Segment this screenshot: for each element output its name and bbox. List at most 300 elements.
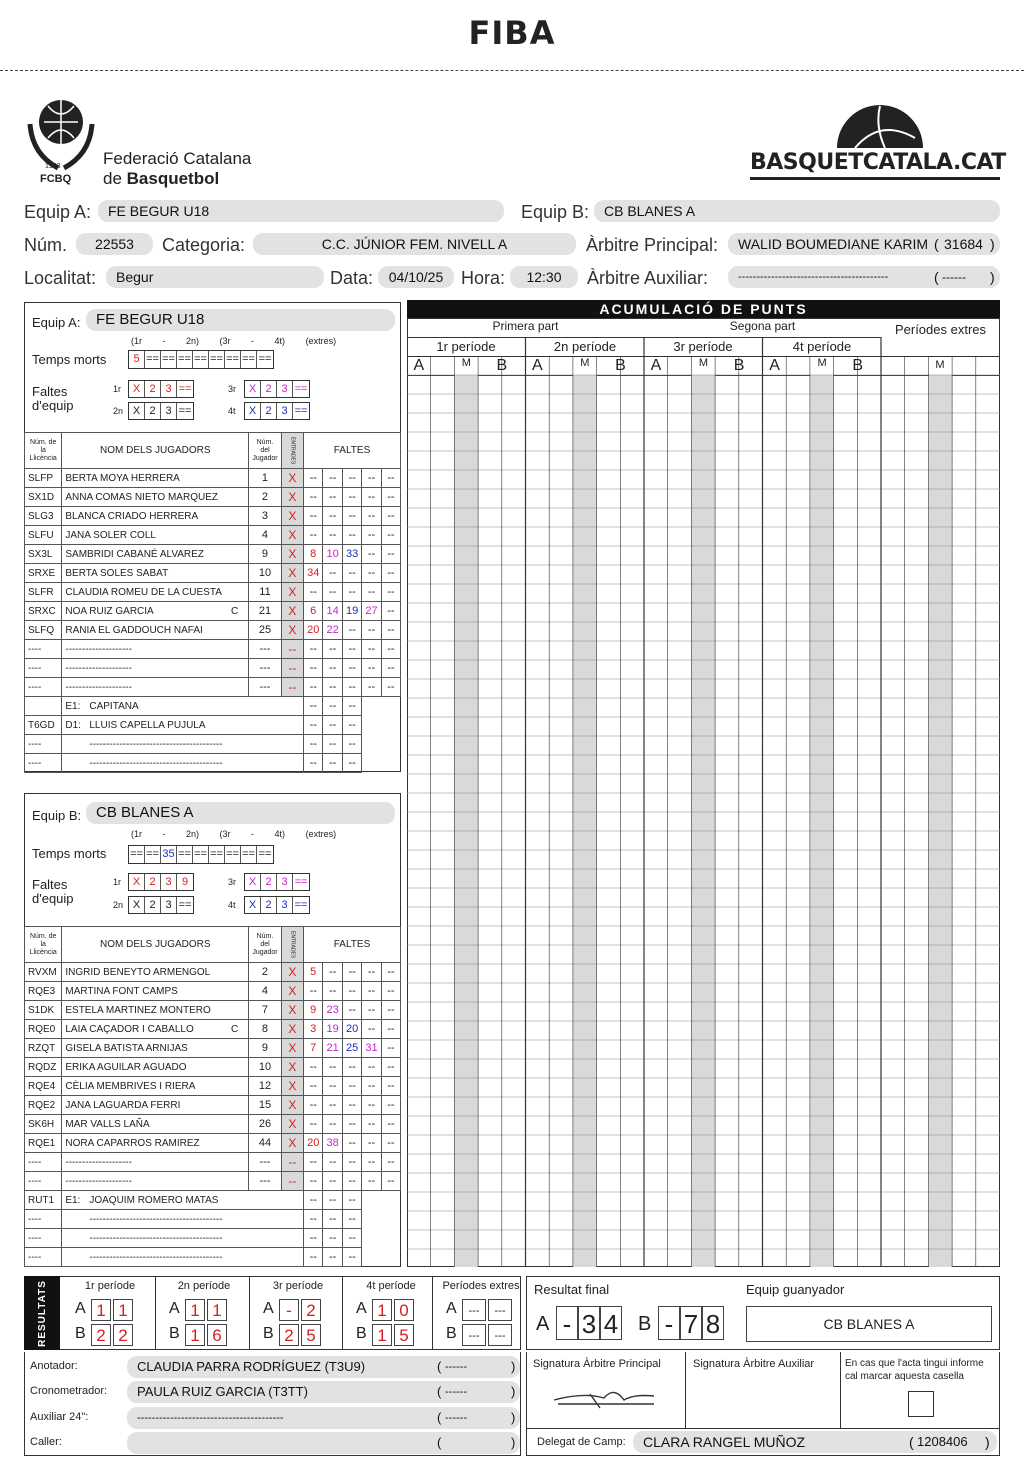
player-entry[interactable]: X xyxy=(281,1077,303,1096)
staff-foul[interactable]: -- xyxy=(304,1229,323,1248)
player-foul[interactable]: 31 xyxy=(362,1039,381,1058)
player-foul[interactable]: -- xyxy=(342,469,361,488)
player-name: MAR VALLS LAÑA xyxy=(65,1118,150,1130)
player-row xyxy=(25,1001,401,1020)
staff-foul[interactable]: -- xyxy=(304,735,323,754)
player-foul[interactable]: -- xyxy=(381,1039,400,1058)
player-foul[interactable]: -- xyxy=(323,507,342,526)
res-a-digit[interactable]: 1 xyxy=(91,1299,111,1321)
res-b-digit[interactable]: 6 xyxy=(207,1324,227,1346)
player-foul[interactable]: -- xyxy=(381,602,400,621)
staff-foul[interactable]: -- xyxy=(323,1229,342,1248)
player-foul[interactable]: -- xyxy=(342,507,361,526)
player-foul[interactable]: -- xyxy=(342,1115,361,1134)
res-a-digit[interactable]: 1 xyxy=(113,1299,133,1321)
player-lic: SLFQ xyxy=(25,621,62,640)
player-entry[interactable]: X xyxy=(281,963,303,982)
res-b-digit[interactable]: 2 xyxy=(91,1324,111,1346)
tm-box[interactable]: 35 xyxy=(161,846,177,863)
player-foul[interactable]: -- xyxy=(304,678,323,697)
foul-box[interactable]: == xyxy=(294,383,308,395)
player-entry[interactable]: -- xyxy=(281,659,303,678)
player-foul[interactable]: -- xyxy=(381,1058,400,1077)
tm-box[interactable]: == xyxy=(177,846,193,863)
report-checkbox[interactable] xyxy=(908,1391,934,1417)
foul-box[interactable]: == xyxy=(294,899,308,911)
player-entry[interactable]: X xyxy=(281,1039,303,1058)
player-entry[interactable]: X xyxy=(281,545,303,564)
equip-b-field[interactable]: CB BLANES A xyxy=(594,200,1000,222)
player-foul[interactable]: 34 xyxy=(304,564,323,583)
player-entry[interactable]: X xyxy=(281,583,303,602)
res-a-digit[interactable]: --- xyxy=(462,1299,486,1321)
res-divider xyxy=(155,1276,156,1350)
data-field[interactable]: 04/10/25 xyxy=(378,266,454,288)
federation-name xyxy=(103,149,251,189)
player-foul[interactable]: -- xyxy=(323,564,342,583)
foul-box[interactable]: 2 xyxy=(145,874,161,890)
acum-col-letter: A xyxy=(769,357,780,374)
player-foul[interactable]: -- xyxy=(381,1134,400,1153)
player-entry[interactable]: X xyxy=(281,1134,303,1153)
staff-foul[interactable]: -- xyxy=(304,1210,323,1229)
player-foul[interactable]: -- xyxy=(362,678,381,697)
staff-role: E1: xyxy=(65,700,81,712)
player-foul[interactable]: -- xyxy=(304,1077,323,1096)
staff-lic: ---- xyxy=(25,754,62,773)
player-lic: ---- xyxy=(25,659,62,678)
staff-foul[interactable]: -- xyxy=(323,735,342,754)
staff-foul[interactable]: -- xyxy=(323,697,342,716)
foul-box[interactable]: 9 xyxy=(181,876,189,888)
player-foul[interactable]: -- xyxy=(362,982,381,1001)
player-foul[interactable]: -- xyxy=(323,526,342,545)
player-foul[interactable]: 20 xyxy=(342,1020,361,1039)
player-name: -------------------- xyxy=(65,643,132,655)
foul-box[interactable]: 2 xyxy=(145,381,161,397)
foul-box[interactable]: == xyxy=(178,405,192,417)
player-foul[interactable]: -- xyxy=(381,1115,400,1134)
player-foul[interactable]: -- xyxy=(342,564,361,583)
player-foul[interactable]: -- xyxy=(342,1058,361,1077)
foul-box[interactable]: 3 xyxy=(161,897,177,913)
foul-box[interactable]: X xyxy=(129,897,145,913)
staff-foul[interactable]: -- xyxy=(323,716,342,735)
player-foul[interactable]: 38 xyxy=(323,1134,342,1153)
staff-foul[interactable]: -- xyxy=(323,1191,342,1210)
res-divider xyxy=(249,1276,250,1350)
staff-foul[interactable]: -- xyxy=(304,1191,323,1210)
foul-box[interactable]: X xyxy=(129,403,145,419)
player-entry[interactable]: X xyxy=(281,488,303,507)
player-foul[interactable]: 9 xyxy=(304,1001,323,1020)
player-foul[interactable]: -- xyxy=(304,507,323,526)
foul-box[interactable]: 2 xyxy=(145,403,161,419)
player-foul[interactable]: -- xyxy=(342,678,361,697)
player-foul[interactable]: -- xyxy=(323,678,342,697)
player-foul[interactable]: -- xyxy=(362,507,381,526)
foul-box[interactable]: 3 xyxy=(161,403,177,419)
acum-col-letter: M xyxy=(698,357,709,369)
player-foul[interactable]: -- xyxy=(362,488,381,507)
acum-col-letter: B xyxy=(496,357,508,374)
player-entry[interactable]: X xyxy=(281,526,303,545)
player-foul[interactable]: -- xyxy=(304,469,323,488)
player-foul[interactable]: 7 xyxy=(304,1039,323,1058)
player-foul[interactable]: -- xyxy=(342,488,361,507)
tm-box[interactable]: == xyxy=(161,351,177,368)
player-lic: RQE0 xyxy=(25,1020,62,1039)
crono-name: PAULA RUIZ GARCIA (T3TT) xyxy=(137,1384,308,1399)
player-foul[interactable]: -- xyxy=(381,621,400,640)
foul-box[interactable]: == xyxy=(294,876,308,888)
player-foul[interactable]: -- xyxy=(362,1153,381,1172)
q1-label: 1r xyxy=(113,384,122,394)
player-foul[interactable]: -- xyxy=(381,1153,400,1172)
player-foul[interactable]: 33 xyxy=(342,545,361,564)
staff-foul[interactable]: -- xyxy=(323,754,342,773)
results-title-wrap xyxy=(24,1276,60,1350)
player-entry[interactable]: X xyxy=(281,1096,303,1115)
player-name: NORA CAPARROS RAMIREZ xyxy=(65,1137,200,1149)
player-foul[interactable]: -- xyxy=(304,526,323,545)
tm-h1: (1r - 2n) xyxy=(131,829,200,839)
player-foul[interactable]: -- xyxy=(381,659,400,678)
foul-box[interactable]: 2 xyxy=(261,403,277,419)
foul-box[interactable]: X xyxy=(129,381,145,397)
tm-box[interactable]: == xyxy=(225,351,241,368)
sig2-label: Signatura Àrbitre Auxiliar xyxy=(693,1358,815,1370)
player-foul[interactable]: -- xyxy=(342,1096,361,1115)
player-foul[interactable]: -- xyxy=(362,963,381,982)
loc-field[interactable]: Begur xyxy=(106,266,324,288)
player-foul[interactable]: -- xyxy=(304,982,323,1001)
staff-foul[interactable]: -- xyxy=(342,716,361,735)
player-foul[interactable]: -- xyxy=(362,1020,381,1039)
hora-field[interactable]: 12:30 xyxy=(510,266,578,288)
tm-box[interactable]: == xyxy=(209,846,225,863)
player-foul[interactable]: 10 xyxy=(323,545,342,564)
player-foul[interactable]: -- xyxy=(362,545,381,564)
player-foul[interactable]: -- xyxy=(381,1020,400,1039)
res-b-digit[interactable]: 1 xyxy=(185,1324,205,1346)
player-row xyxy=(25,488,401,507)
foul-box[interactable]: == xyxy=(294,405,308,417)
arb-field[interactable]: WALID BOUMEDIANE KARIM ( 31684 ) xyxy=(728,233,1000,255)
player-foul[interactable]: -- xyxy=(381,469,400,488)
player-foul[interactable]: -- xyxy=(323,1058,342,1077)
res-b-digit[interactable]: --- xyxy=(488,1324,512,1346)
player-foul[interactable]: -- xyxy=(342,621,361,640)
player-name-cell xyxy=(62,469,249,488)
player-foul[interactable]: -- xyxy=(342,982,361,1001)
player-number: 10 xyxy=(249,1058,282,1077)
aux24-field[interactable]: ---------------------------------------- ( ------ ) xyxy=(127,1407,520,1429)
tm-box[interactable]: == xyxy=(241,846,257,863)
staff-foul[interactable]: -- xyxy=(342,1210,361,1229)
player-foul[interactable]: 21 xyxy=(323,1039,342,1058)
player-entry[interactable]: -- xyxy=(281,1153,303,1172)
player-foul[interactable]: 3 xyxy=(304,1020,323,1039)
foul-box[interactable]: == xyxy=(178,383,192,395)
team-a-label: Equip A: xyxy=(32,315,81,330)
staff-foul[interactable]: -- xyxy=(323,1210,342,1229)
player-entry[interactable]: -- xyxy=(281,1172,303,1191)
team-a-fouls-q4 xyxy=(244,402,310,420)
player-foul[interactable]: -- xyxy=(342,1001,361,1020)
cat-field[interactable]: C.C. JÚNIOR FEM. NIVELL A xyxy=(253,233,576,255)
player-foul[interactable]: 27 xyxy=(362,602,381,621)
tm-box[interactable]: == xyxy=(193,351,209,368)
res-a-digit[interactable]: 1 xyxy=(185,1299,205,1321)
staff-foul[interactable]: -- xyxy=(304,697,323,716)
player-name: LAIA CAÇADOR I CABALLO xyxy=(65,1023,194,1035)
player-foul[interactable]: -- xyxy=(342,583,361,602)
tm-box[interactable]: == xyxy=(258,848,272,860)
foul-box[interactable]: 2 xyxy=(261,874,277,890)
tm-box[interactable]: == xyxy=(258,353,272,365)
staff-foul[interactable]: -- xyxy=(323,1248,342,1267)
final-digit[interactable]: 3 xyxy=(578,1306,600,1340)
player-foul[interactable]: -- xyxy=(323,659,342,678)
player-foul[interactable]: -- xyxy=(342,1134,361,1153)
player-foul[interactable]: -- xyxy=(342,659,361,678)
foul-box[interactable]: 3 xyxy=(161,381,177,397)
res-a-digit[interactable]: 1 xyxy=(207,1299,227,1321)
player-foul[interactable]: -- xyxy=(304,583,323,602)
player-foul[interactable]: -- xyxy=(381,1001,400,1020)
crono-lic: ------ xyxy=(445,1386,467,1398)
crono-field[interactable]: PAULA RUIZ GARCIA (T3TT) ( ------ ) xyxy=(127,1381,520,1403)
player-foul[interactable]: -- xyxy=(381,963,400,982)
tm-box[interactable]: == xyxy=(209,351,225,368)
player-foul[interactable]: -- xyxy=(323,1172,342,1191)
player-foul[interactable]: -- xyxy=(323,963,342,982)
player-entry[interactable]: X xyxy=(281,507,303,526)
player-foul[interactable]: -- xyxy=(342,640,361,659)
res-a-digit[interactable]: 1 xyxy=(372,1299,392,1321)
aux-field[interactable]: ----------------------------------------- ( ------ ) xyxy=(728,266,1000,288)
player-foul[interactable]: -- xyxy=(323,1153,342,1172)
player-foul[interactable]: -- xyxy=(362,640,381,659)
player-foul[interactable]: -- xyxy=(381,678,400,697)
player-foul[interactable]: 19 xyxy=(342,602,361,621)
tm-box[interactable]: == xyxy=(241,351,257,368)
player-foul[interactable]: -- xyxy=(381,507,400,526)
arb-lic: 31684 xyxy=(944,236,983,252)
player-foul[interactable]: -- xyxy=(362,469,381,488)
player-name: ESTELA MARTINEZ MONTERO xyxy=(65,1004,211,1016)
staff-name-cell xyxy=(62,1210,304,1229)
foul-box[interactable]: == xyxy=(178,899,192,911)
player-foul[interactable]: -- xyxy=(323,1096,342,1115)
staff-foul[interactable]: -- xyxy=(342,697,361,716)
final-digit[interactable]: 8 xyxy=(702,1306,724,1340)
staff-foul[interactable]: -- xyxy=(304,1248,323,1267)
foul-box[interactable]: 3 xyxy=(277,874,293,890)
staff-foul[interactable]: -- xyxy=(342,735,361,754)
player-foul[interactable]: -- xyxy=(342,526,361,545)
player-foul[interactable]: -- xyxy=(304,1172,323,1191)
player-foul[interactable]: -- xyxy=(381,1077,400,1096)
final-digit[interactable]: - xyxy=(658,1306,680,1340)
player-foul[interactable]: -- xyxy=(323,583,342,602)
tm-box[interactable]: == xyxy=(177,351,193,368)
res-b-digit[interactable]: 5 xyxy=(301,1324,321,1346)
foul-box[interactable]: 3 xyxy=(277,381,293,397)
foul-box[interactable]: X xyxy=(245,897,261,913)
foul-box[interactable]: X xyxy=(245,874,261,890)
foul-box[interactable]: X xyxy=(129,874,145,890)
player-entry[interactable]: X xyxy=(281,602,303,621)
player-foul[interactable]: -- xyxy=(362,583,381,602)
player-row xyxy=(25,602,401,621)
player-foul[interactable]: -- xyxy=(323,982,342,1001)
player-name-cell xyxy=(62,602,249,621)
team-b-fouls-q3 xyxy=(244,873,310,891)
tm-box[interactable]: == xyxy=(145,351,161,368)
player-entry[interactable]: X xyxy=(281,982,303,1001)
staff-foul[interactable]: -- xyxy=(342,754,361,773)
res-b-digit[interactable]: --- xyxy=(462,1324,486,1346)
player-foul[interactable]: -- xyxy=(323,488,342,507)
foul-box[interactable]: 2 xyxy=(261,381,277,397)
staff-foul[interactable]: -- xyxy=(304,716,323,735)
final-digit[interactable]: 7 xyxy=(680,1306,702,1340)
player-foul[interactable]: 19 xyxy=(323,1020,342,1039)
player-name-cell xyxy=(62,678,249,697)
player-foul[interactable]: -- xyxy=(362,1115,381,1134)
player-foul[interactable]: -- xyxy=(304,1058,323,1077)
player-foul[interactable]: -- xyxy=(342,1172,361,1191)
tm-box[interactable]: 5 xyxy=(129,351,145,368)
tm-box[interactable]: == xyxy=(225,846,241,863)
player-entry[interactable]: X xyxy=(281,1001,303,1020)
player-foul[interactable]: 6 xyxy=(304,602,323,621)
foul-box[interactable]: X xyxy=(245,381,261,397)
staff-foul[interactable]: -- xyxy=(342,1229,361,1248)
player-entry[interactable]: X xyxy=(281,1020,303,1039)
player-name-cell xyxy=(62,1096,249,1115)
player-entry[interactable]: X xyxy=(281,564,303,583)
player-foul[interactable]: 25 xyxy=(342,1039,361,1058)
foul-box[interactable]: 3 xyxy=(277,897,293,913)
player-entry[interactable]: X xyxy=(281,469,303,488)
res-a-digit[interactable]: - xyxy=(279,1299,299,1321)
player-foul[interactable]: -- xyxy=(362,621,381,640)
player-foul[interactable]: 20 xyxy=(304,621,323,640)
team-a-fouls-q2 xyxy=(128,402,194,420)
player-foul[interactable]: -- xyxy=(362,526,381,545)
staff-name-cell xyxy=(62,697,304,716)
player-foul[interactable]: -- xyxy=(342,1077,361,1096)
player-foul[interactable]: -- xyxy=(381,1096,400,1115)
player-foul[interactable]: -- xyxy=(362,659,381,678)
player-foul[interactable]: -- xyxy=(323,1115,342,1134)
res-a-digit[interactable]: 2 xyxy=(301,1299,321,1321)
tm-box[interactable]: == xyxy=(129,846,145,863)
player-foul[interactable]: -- xyxy=(381,583,400,602)
player-foul[interactable]: -- xyxy=(304,488,323,507)
player-foul[interactable]: -- xyxy=(381,526,400,545)
player-foul[interactable]: -- xyxy=(304,1115,323,1134)
player-entry[interactable]: X xyxy=(281,1058,303,1077)
foul-box[interactable]: 2 xyxy=(261,897,277,913)
final-digit[interactable]: 4 xyxy=(600,1306,622,1340)
player-foul[interactable]: -- xyxy=(362,1058,381,1077)
player-foul[interactable]: -- xyxy=(362,1172,381,1191)
res-b-digit[interactable]: 2 xyxy=(113,1324,133,1346)
player-foul[interactable]: -- xyxy=(381,1172,400,1191)
res-a-digit[interactable]: --- xyxy=(488,1299,512,1321)
player-foul[interactable]: 5 xyxy=(304,963,323,982)
player-foul[interactable]: 20 xyxy=(304,1134,323,1153)
player-foul[interactable]: -- xyxy=(304,640,323,659)
player-foul[interactable]: -- xyxy=(304,1153,323,1172)
player-foul[interactable]: -- xyxy=(304,659,323,678)
staff-foul[interactable]: -- xyxy=(342,1248,361,1267)
player-entry[interactable]: -- xyxy=(281,640,303,659)
player-foul[interactable]: -- xyxy=(304,1096,323,1115)
player-entry[interactable]: X xyxy=(281,621,303,640)
player-foul[interactable]: 22 xyxy=(323,621,342,640)
player-foul[interactable]: -- xyxy=(381,640,400,659)
player-foul[interactable]: 14 xyxy=(323,602,342,621)
player-foul[interactable]: -- xyxy=(362,1077,381,1096)
res-b-letter: B xyxy=(263,1325,274,1342)
team-b-faltes-label xyxy=(32,878,74,906)
foul-box[interactable]: 2 xyxy=(145,897,161,913)
player-foul[interactable]: -- xyxy=(362,564,381,583)
player-foul[interactable]: -- xyxy=(362,1096,381,1115)
staff-foul[interactable]: -- xyxy=(304,754,323,773)
res-b-digit[interactable]: 2 xyxy=(279,1324,299,1346)
anot-field[interactable]: CLAUDIA PARRA RODRÍGUEZ (T3U9) ( ------ ) xyxy=(127,1356,520,1378)
player-foul[interactable]: -- xyxy=(381,545,400,564)
caller-field[interactable]: ( ) xyxy=(127,1432,520,1454)
final-digit[interactable]: - xyxy=(556,1306,578,1340)
player-foul[interactable]: -- xyxy=(381,564,400,583)
delegat-field[interactable]: CLARA RANGEL MUÑOZ ( 1208406 ) xyxy=(633,1431,997,1453)
player-entry[interactable]: -- xyxy=(281,678,303,697)
tm-box[interactable]: == xyxy=(193,846,209,863)
res-b-digit[interactable]: 1 xyxy=(372,1324,392,1346)
tm-box[interactable]: == xyxy=(145,846,161,863)
staff-name: JOAQUIM ROMERO MATAS xyxy=(89,1194,219,1206)
player-foul[interactable]: -- xyxy=(342,963,361,982)
foul-box[interactable]: 3 xyxy=(277,403,293,419)
player-foul[interactable]: 8 xyxy=(304,545,323,564)
foul-box[interactable]: X xyxy=(245,403,261,419)
winner-field[interactable]: CB BLANES A xyxy=(746,1306,992,1342)
player-foul[interactable]: -- xyxy=(342,1153,361,1172)
player-foul[interactable]: -- xyxy=(381,488,400,507)
player-foul[interactable]: -- xyxy=(362,1001,381,1020)
player-foul[interactable]: -- xyxy=(381,982,400,1001)
equip-a-field[interactable]: FE BEGUR U18 xyxy=(98,200,504,222)
player-foul[interactable]: -- xyxy=(362,1134,381,1153)
player-foul[interactable]: 23 xyxy=(323,1001,342,1020)
player-foul[interactable]: -- xyxy=(323,1077,342,1096)
player-foul[interactable]: -- xyxy=(323,469,342,488)
foul-box[interactable]: 3 xyxy=(161,874,177,890)
num-field[interactable]: 22553 xyxy=(76,233,153,255)
player-entry[interactable]: X xyxy=(281,1115,303,1134)
res-a-digit[interactable]: 0 xyxy=(394,1299,414,1321)
staff-foul[interactable]: -- xyxy=(342,1191,361,1210)
player-foul[interactable]: -- xyxy=(323,640,342,659)
res-b-digit[interactable]: 5 xyxy=(394,1324,414,1346)
